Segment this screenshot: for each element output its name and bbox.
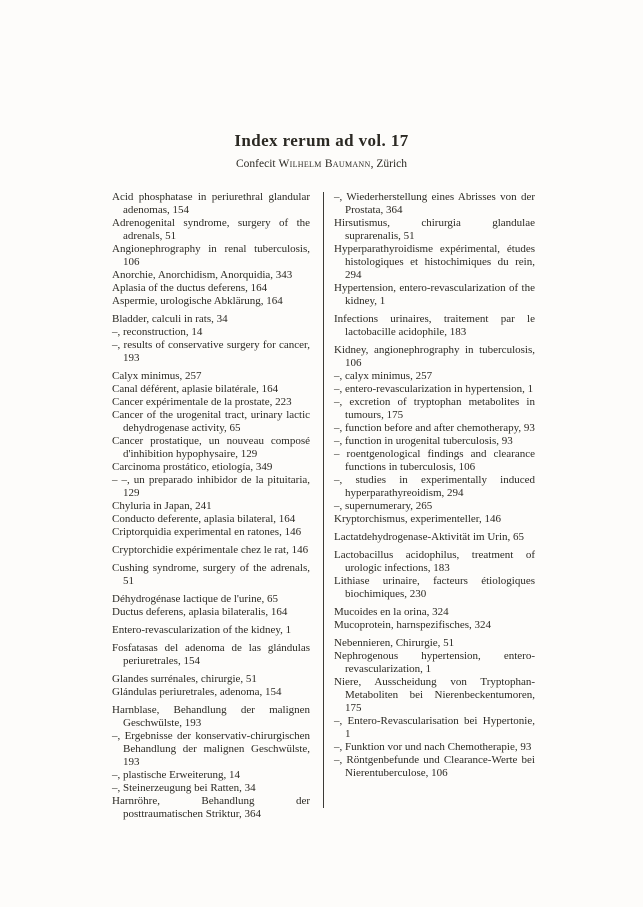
index-entry: –, excretion of tryptophan metabolites in tumours, 175 [334,396,535,421]
index-entry: Hirsutismus, chirurgia glandulae suprarenalis, 51 [334,217,535,242]
index-group [334,606,535,632]
index-entry: Infections urinaires, traitement par le lactobacille acidophile, 183 [334,313,535,338]
index-entry: –, Funktion vor und nach Chemotherapie, 93 [334,741,532,753]
index-group [112,370,310,539]
index-entry: –, plastische Erweiterung, 14 [112,769,240,781]
index-entry: –, function before and after chemotherapy, 93 [334,422,535,434]
subtitle-author: Wilhelm Baumann [278,158,371,170]
index-entry: Calyx minimus, 257 [112,370,202,382]
index-group [334,637,535,780]
index-entry: –, Ergebnisse der konservativ-chirurgischen Behandlung der malignen Geschwülste, 193 [112,730,311,768]
index-entry: Ductus deferens, aplasia bilateralis, 164 [112,606,288,618]
index-entry: Conducto deferente, aplasia bilateral, 164 [112,513,296,525]
index-entry: –, studies in experimentally induced hyperparathyreoidism, 294 [334,474,535,499]
index-entry: Carcinoma prostático, etiología, 349 [112,461,273,473]
index-entry: Lactatdehydrogenase-Aktivität im Urin, 65 [334,531,525,543]
index-entry: Nephrogenous hypertension, entero-revascularization, 1 [334,650,535,675]
index-group [112,673,310,699]
index-group [334,549,535,601]
index-group [112,313,310,365]
index-group [112,642,310,668]
index-entry: Lithiase urinaire, facteurs étiologiques biochimiques, 230 [334,575,535,600]
index-entry: Cushing syndrome, surgery of the adrenals, 51 [112,562,311,587]
index-entry: –, results of conservative surgery for cancer, 193 [112,339,311,364]
index-entry: Cancer prostatique, un nouveau composé d'inhibition hypophysaire, 129 [112,435,311,460]
index-right-column [334,191,535,785]
column-divider [323,192,324,808]
subtitle-suffix: , Zürich [370,158,407,170]
index-entry: Entero-revascularization of the kidney, 1 [112,624,292,636]
index-entry: Fosfatasas del adenoma de las glándulas periuretrales, 154 [112,642,311,667]
index-entry: – roentgenological findings and clearance functions in tuberculosis, 106 [334,448,535,473]
index-entry: Harnröhre, Behandlung der posttraumatischen Striktur, 364 [112,795,311,820]
index-entry: Aplasia of the ductus deferens, 164 [112,282,268,294]
index-entry: –, Röntgenbefunde und Clearance-Werte bei Nierentuberculose, 106 [334,754,535,779]
index-group [112,704,310,821]
index-entry: Kryptorchismus, experimenteller, 146 [334,513,501,525]
index-entry: Adrenogenital syndrome, surgery of the adrenals, 51 [112,217,311,242]
index-entry: Angionephrography in renal tuberculosis, 106 [112,243,311,268]
index-entry: Déhydrogénase lactique de l'urine, 65 [112,593,279,605]
index-entry: Glándulas periuretrales, adenoma, 154 [112,686,282,698]
index-group [112,544,310,557]
index-entry: Chyluria in Japan, 241 [112,500,212,512]
index-entry: Harnblase, Behandlung der malignen Geschwülste, 193 [112,704,311,729]
index-entry: –, function in urogenital tuberculosis, 93 [334,435,513,447]
index-entry: –, supernumerary, 265 [334,500,433,512]
index-entry: Acid phosphatase in periurethral glandular adenomas, 154 [112,191,311,216]
index-entry: –, calyx minimus, 257 [334,370,433,382]
index-entry: –, Entero-Revascularisation bei Hypertonie, 1 [334,715,535,740]
index-group [112,562,310,588]
index-entry: Cancer of the urogenital tract, urinary lactic dehydrogenase activity, 65 [112,409,311,434]
index-entry: Hyperparathyroidisme expérimental, études histologiques et histochimiques du rein, 294 [334,243,535,281]
index-group [334,344,535,526]
index-entry: Anorchie, Anorchidism, Anorquidia, 343 [112,269,293,281]
index-entry: –, Wiederherstellung eines Abrisses von der Prostata, 364 [334,191,535,216]
index-group [334,313,535,339]
index-entry: Mucoides en la orina, 324 [334,606,449,618]
index-entry: Mucoprotein, harnspezifisches, 324 [334,619,492,631]
index-group [112,191,310,308]
index-entry: Lactobacillus acidophilus, treatment of urologic infections, 183 [334,549,535,574]
index-entry: Glandes surrénales, chirurgie, 51 [112,673,257,685]
index-entry: –, Steinerzeugung bei Ratten, 34 [112,782,256,794]
index-entry: –, entero-revascularization in hypertension, 1 [334,383,534,395]
index-entry: Cryptorchidie expérimentale chez le rat, 146 [112,544,309,556]
index-entry: –, reconstruction, 14 [112,326,203,338]
index-group [112,593,310,619]
index-entry: Hypertension, entero-revascularization of the kidney, 1 [334,282,535,307]
index-entry: Cancer expérimentale de la prostate, 223 [112,396,292,408]
index-entry: Criptorquidia experimental en ratones, 146 [112,526,302,538]
index-entry: – –, un preparado inhibidor de la pituitaria, 129 [112,474,311,499]
index-group [334,531,535,544]
index-entry: Canal déférent, aplasie bilatérale, 164 [112,383,279,395]
subtitle-prefix: Confecit [235,158,279,170]
page-title: Index rerum ad vol. 17 [234,131,409,150]
index-columns [112,191,535,826]
index-group [334,191,535,308]
index-entry: Aspermie, urologische Abklärung, 164 [112,295,283,307]
page-header [0,0,643,170]
index-entry: Nebennieren, Chirurgie, 51 [334,637,455,649]
index-left-column [112,191,310,826]
index-entry: Kidney, angionephrography in tuberculosis, 106 [334,344,535,369]
page-subtitle [0,158,643,170]
index-entry: Niere, Ausscheidung von Tryptophan-Metaboliten bei Nierenbeckentumoren, 175 [334,676,535,714]
index-group [112,624,310,637]
index-entry: Bladder, calculi in rats, 34 [112,313,228,325]
